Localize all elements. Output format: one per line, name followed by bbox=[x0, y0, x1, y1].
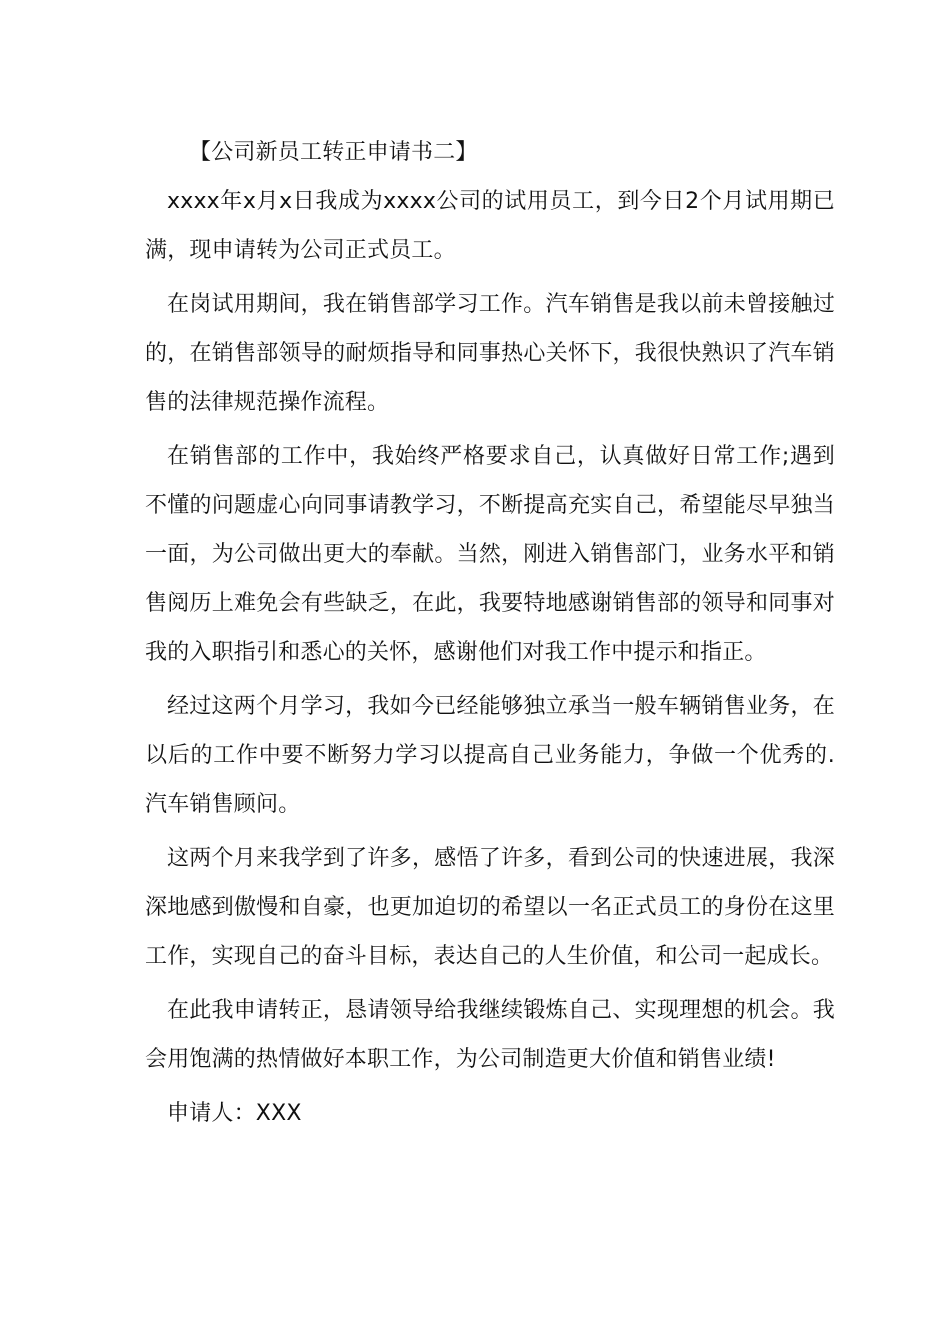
document-body bbox=[145, 128, 835, 1138]
paragraph-3: 在销售部的工作中，我始终严格要求自己，认真做好日常工作;遇到不懂的问题虚心向同事请教学习，不断提高充实自己，希望能尽早独当一面，为公司做出更大的奉献。当然，刚进入销售部门，业务水平和销售阅历上难免会有些缺乏，在此，我要特地感谢销售部的领导和同事对我的入职指引和悉心的关怀，感谢他们对我工作中提示和指正。 bbox=[145, 444, 835, 665]
paragraph-1: xxxx年x月x日我成为xxxx公司的试用员工，到今日2个月试用期已满，现申请转为公司正式员工。 bbox=[145, 189, 835, 263]
paragraph-6: 在此我申请转正，恳请领导给我继续锻炼自己、实现理想的机会。我会用饱满的热情做好本职工作，为公司制造更大价值和销售业绩! bbox=[145, 998, 835, 1072]
document-title: 【公司新员工转正申请书二】 bbox=[189, 140, 478, 165]
paragraph-2: 在岗试用期间，我在销售部学习工作。汽车销售是我以前未曾接触过的，在销售部领导的耐烦指导和同事热心关怀下，我很快熟识了汽车销售的法律规范操作流程。 bbox=[145, 292, 835, 415]
signature-line: 申请人：XXX bbox=[167, 1101, 302, 1126]
paragraph-5: 这两个月来我学到了许多，感悟了许多，看到公司的快速进展，我深深地感到傲慢和自豪，也更加迫切的希望以一名正式员工的身份在这里工作，实现自己的奋斗目标，表达自己的人生价值，和公司一起成长。 bbox=[145, 846, 835, 969]
paragraph-4: 经过这两个月学习，我如今已经能够独立承当一般车辆销售业务，在以后的工作中要不断努力学习以提高自己业务能力，争做一个优秀的.汽车销售顾问。 bbox=[145, 694, 835, 817]
